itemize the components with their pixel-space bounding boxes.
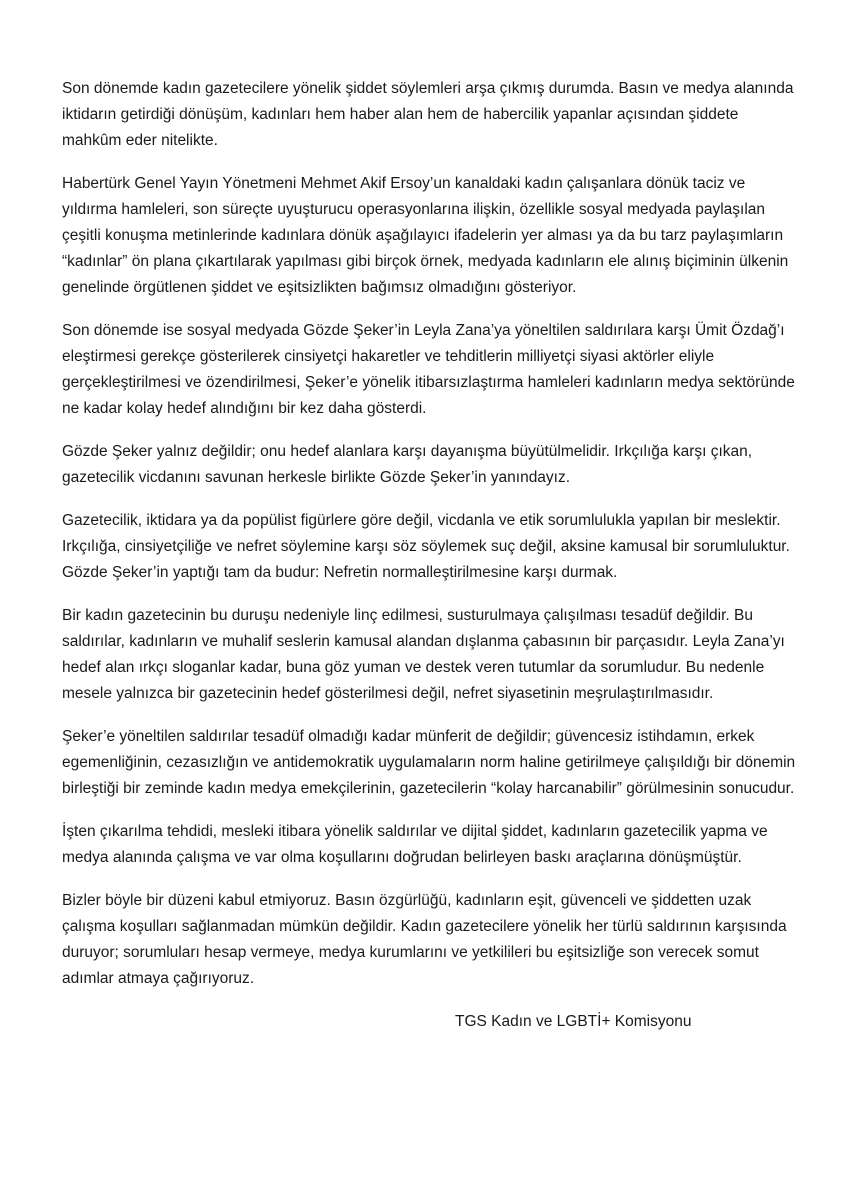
paragraph-2: Habertürk Genel Yayın Yönetmeni Mehmet Akif Ersoy’un kanaldaki kadın çalışanlara dönük taciz ve yıldırma hamleleri, son süreçte uyuşturucu operasyonlarına ilişkin, özellikle sosyal medyada paylaşılan çeşitli konuşma metinlerinde kadınlara dönük aşağılayıcı ifadelerin yer alması ya da bu tarz paylaşımların “kadınlar” ön plana çıkartılarak yapılması gibi birçok örnek, medyada kadınların ele alınış biçiminin ülkenin genelinde örgütlenen şiddet ve eşitsizlikten bağımsız olmadığını gösteriyor.	[62, 175, 789, 296]
signature: TGS Kadın ve LGBTİ+ Komisyonu	[455, 1013, 692, 1030]
paragraph-5: Gazetecilik, iktidara ya da popülist figürlere göre değil, vicdanla ve etik sorumlulukla yapılan bir meslektir. Irkçılığa, cinsiyetçiliğe ve nefret söylemine karşı söz söylemek suç değil, aksine kamusal bir sorumluluktur. Gözde Şeker’in yaptığı tam da budur: Nefretin normalleştirilmesine karşı durmak.	[62, 512, 790, 581]
statement-document	[62, 76, 802, 1035]
paragraph-6: Bir kadın gazetecinin bu duruşu nedeniyle linç edilmesi, susturulmaya çalışılması tesadüf değildir. Bu saldırılar, kadınların ve muhalif seslerin kamusal alandan dışlanma çabasının bir parçasıdır. Leyla Zana’yı hedef alan ırkçı sloganlar kadar, buna göz yuman ve destek veren tutumlar da sorumludur. Bu nedenle mesele yalnızca bir gazetecinin hedef gösterilmesi değil, nefret siyasetinin meşrulaştırılmasıdır.	[62, 607, 785, 702]
paragraph-1: Son dönemde kadın gazetecilere yönelik şiddet söylemleri arşa çıkmış durumda. Basın ve medya alanında iktidarın getirdiği dönüşüm, kadınları hem haber alan hem de habercilik yapanlar açısından şiddete mahkûm eder nitelikte.	[62, 80, 794, 149]
paragraph-9: Bizler böyle bir düzeni kabul etmiyoruz. Basın özgürlüğü, kadınların eşit, güvenceli ve şiddetten uzak çalışma koşulları sağlanmadan mümkün değildir. Kadın gazetecilere yönelik her türlü saldırının karşısında duruyor; sorumluları hesap vermeye, medya kurumlarını ve yetkilileri bu eşitsizliğe son verecek somut adımlar atmaya çağırıyoruz.	[62, 892, 787, 987]
paragraph-7: Şeker’e yöneltilen saldırılar tesadüf olmadığı kadar münferit de değildir; güvencesiz istihdamın, erkek egemenliğinin, cezasızlığın ve antidemokratik uygulamaların norm haline getirilmeye çalışıldığı bir dönemin birleştiği bir zeminde kadın medya emekçilerinin, gazetecilerin “kolay harcanabilir” görülmesinin sonucudur.	[62, 728, 796, 797]
paragraph-4: Gözde Şeker yalnız değildir; onu hedef alanlara karşı dayanışma büyütülmelidir. Irkçılığa karşı çıkan, gazetecilik vicdanını savunan herkesle birlikte Gözde Şeker’in yanındayız.	[62, 443, 753, 486]
paragraph-3: Son dönemde ise sosyal medyada Gözde Şeker’in Leyla Zana’ya yöneltilen saldırılara karşı Ümit Özdağ’ı eleştirmesi gerekçe gösterilerek cinsiyetçi hakaretler ve tehditlerin milliyetçi siyasi aktörler eliyle gerçekleştirilmesi ve özendirilmesi, Şeker’e yönelik itibarsızlaştırma hamleleri kadınların medya sektöründe ne kadar kolay hedef alındığını bir kez daha gösterdi.	[62, 322, 795, 417]
paragraph-8: İşten çıkarılma tehdidi, mesleki itibara yönelik saldırılar ve dijital şiddet, kadınların gazetecilik yapma ve medya alanında çalışma ve var olma koşullarını doğrudan belirleyen baskı araçlarına dönüşmüştür.	[62, 823, 768, 866]
